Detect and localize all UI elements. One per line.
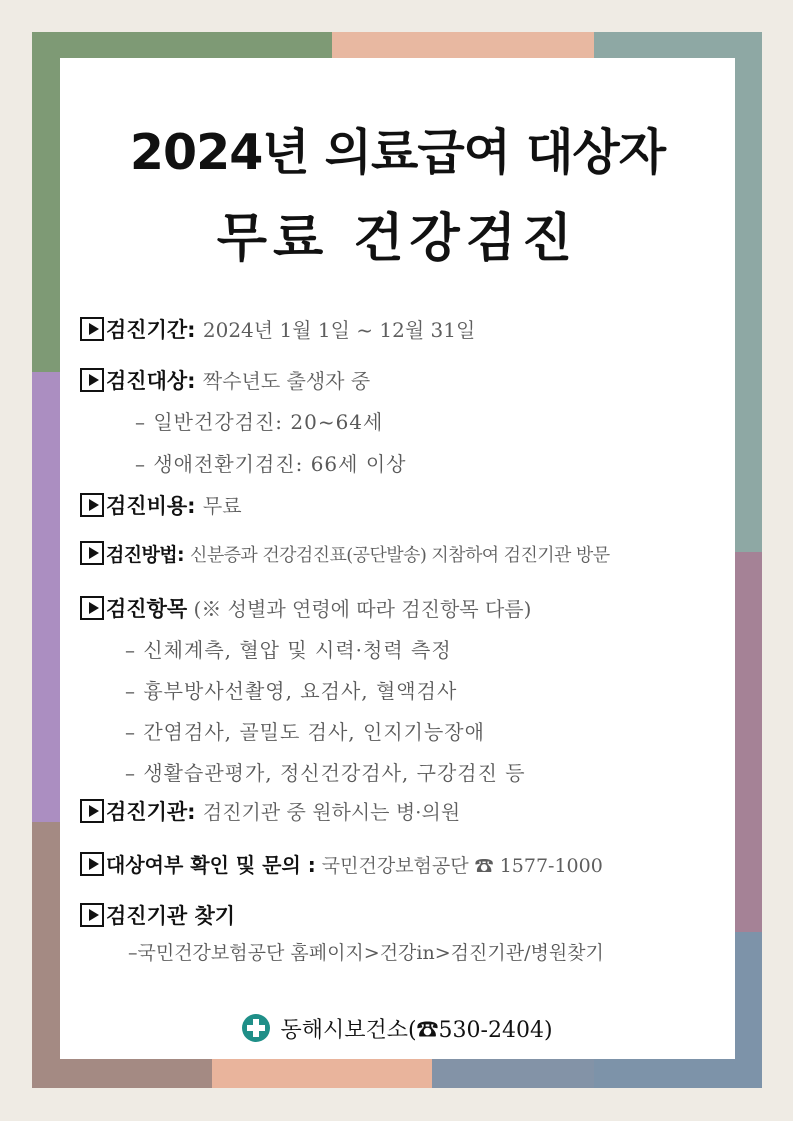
target-row: 검진대상: 짝수년도 출생자 중 bbox=[80, 365, 370, 395]
cost-value: 무료 bbox=[202, 494, 242, 518]
inquiry-label: 대상여부 확인 및 문의 : bbox=[106, 853, 316, 877]
target-value: 짝수년도 출생자 중 bbox=[202, 369, 371, 393]
find-label: 검진기관 찾기 bbox=[106, 904, 236, 928]
institution-label: 검진기관 bbox=[106, 800, 188, 824]
footer bbox=[60, 1013, 735, 1044]
find-path: –국민건강보험공단 홈페이지>건강in>검진기관/병원찾기 bbox=[128, 942, 604, 964]
period-label: 검진기간 bbox=[106, 318, 188, 342]
items-list-item: – 신체계측, 혈압 및 시력·청력 측정 bbox=[125, 638, 452, 662]
play-icon bbox=[80, 541, 104, 565]
target-label: 검진대상 bbox=[106, 369, 188, 393]
items-label: 검진항목 bbox=[106, 597, 188, 621]
method-value: 신분증과 건강검진표(공단발송) 지참하여 검진기관 방문 bbox=[190, 545, 610, 566]
items-note: (※ 성별과 연령에 따라 검진항목 다름) bbox=[193, 597, 532, 621]
target-item: – 일반건강검진: 20~64세 bbox=[135, 410, 384, 434]
title-line-2: 무료 건강검진 bbox=[216, 209, 579, 269]
footer-org: 동해시보건소(☎530-2404) bbox=[280, 1018, 553, 1043]
play-icon bbox=[80, 368, 104, 392]
items-list-item: – 흉부방사선촬영, 요검사, 혈액검사 bbox=[125, 679, 458, 703]
method-row: 검진방법: 신분증과 건강검진표(공단발송) 지참하여 검진기관 방문 bbox=[80, 540, 610, 567]
play-icon bbox=[80, 596, 104, 620]
poster-card bbox=[60, 58, 735, 1059]
target-item: – 생애전환기검진: 66세 이상 bbox=[135, 452, 407, 476]
cost-row: 검진비용: 무료 bbox=[80, 490, 242, 520]
play-icon bbox=[80, 903, 104, 927]
institution-value: 검진기관 중 원하시는 병·의원 bbox=[202, 800, 461, 824]
play-icon bbox=[80, 493, 104, 517]
items-list-item: – 생활습관평가, 정신건강검사, 구강검진 등 bbox=[125, 761, 526, 785]
cost-label: 검진비용 bbox=[106, 494, 188, 518]
inquiry-row bbox=[80, 849, 603, 878]
items-list-item: – 간염검사, 골밀도 검사, 인지기능장애 bbox=[125, 720, 485, 744]
find-row bbox=[80, 900, 235, 930]
play-icon bbox=[80, 799, 104, 823]
inquiry-value: 국민건강보험공단 ☎ 1577-1000 bbox=[321, 855, 603, 877]
play-icon bbox=[80, 852, 104, 876]
period-value: 2024년 1월 1일 ~ 12월 31일 bbox=[202, 318, 476, 342]
period-row: 검진기간: 2024년 1월 1일 ~ 12월 31일 bbox=[80, 314, 475, 344]
items-row bbox=[80, 593, 531, 623]
method-label: 검진방법 bbox=[106, 544, 178, 566]
health-center-logo-icon bbox=[242, 1014, 270, 1042]
play-icon bbox=[80, 317, 104, 341]
institution-row: 검진기관: 검진기관 중 원하시는 병·의원 bbox=[80, 796, 460, 826]
title-line-1: 2024년 의료급여 대상자 bbox=[129, 124, 666, 181]
